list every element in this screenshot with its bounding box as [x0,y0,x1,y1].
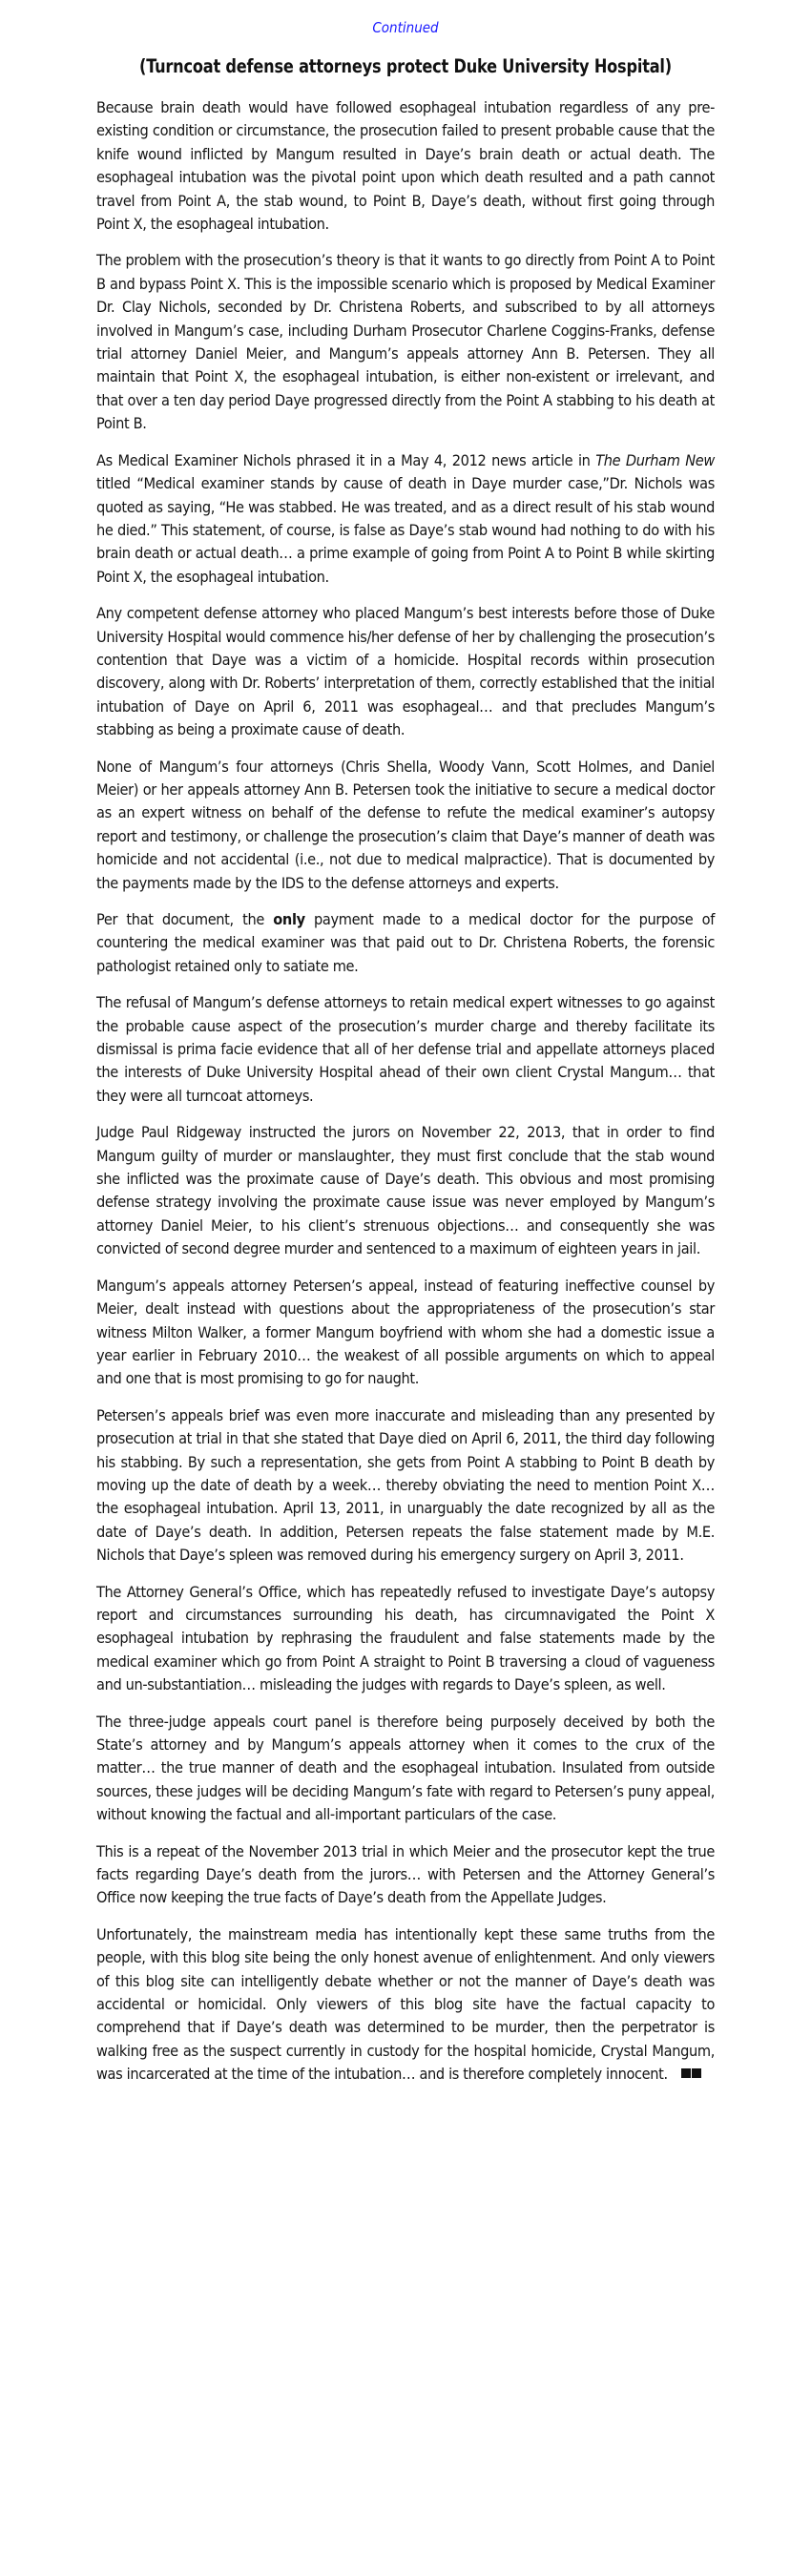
paragraph-2: The problem with the prosecution’s theory is that it wants to go directly from Point A to Point B and bypass Point X. This is the impossible scenario which is proposed by Medical Examiner Dr. Clay Nichols, seconded by Dr. Christena Roberts, and subscribed to by all attorneys involved in Mangum’s case, including Durham Prosecutor Charlene Coggins-Franks, defense trial attorney Daniel Meier, and Mangum’s appeals attorney Ann B. Petersen. They all maintain that Point X, the esophageal intubation, is either non-existent or irrelevant, and that over a ten day period Daye progressed directly from the Point A stabbing to his death at Point B. [96,251,715,433]
article-body [96,96,715,2100]
paragraph-4: Any competent defense attorney who placed Mangum’s best interests before those of Duke University Hospital would commence his/her defense of her by challenging the prosecution’s contention that Daye was a victim of a homicide. Hospital records within prosecution discovery, along with Dr. Roberts’ interpretation of them, correctly established that the initial intubation of Daye on April 6, 2011 was esophageal… and that precludes Mangum’s stabbing as being a proximate cause of death. [96,604,715,739]
paragraph-3-rest: titled “Medical examiner stands by cause of death in Daye murder case,”Dr. Nichols was quoted as saying, “He was stabbed. He was treated, and as a direct result of his stab wound he died.” This statement, of course, is false as Daye’s stab wound had nothing to do with his brain death or actual death… a prime example of going from Point A to Point B while skirting Point X, the esophageal intubation. [96,474,715,586]
paragraph-11: The Attorney General’s Office, which has repeatedly refused to investigate Daye’s autopsy report and circumstances surrounding his death, has circumnavigated the Point X esophageal intubation by rephrasing the fraudulent and false statements made by the medical examiner which go from Point A straight to Point B traversing a cloud of vagueness and un-substantiation… misleading the judges with regards to Daye’s spleen, as well. [96,1582,715,1694]
paragraph-6-rest: payment made to a medical doctor for the purpose of countering the medical examiner was that paid out to Dr. Christena Roberts, the forensic pathologist retained only to satiate me. [96,910,715,975]
paragraph-1: Because brain death would have followed esophageal intubation regardless of any pre-existing condition or circumstance, the prosecution failed to present probable cause that the knife wound inflicted by Mangum resulted in Daye’s brain death or actual death. The esophageal intubation was the pivotal point upon which death resulted and a path cannot travel from Point A, the stab wound, to Point B, Daye’s death, without first going through Point X, the esophageal intubation. [96,98,715,234]
paragraph-6-intro: Per that document, the [96,910,274,928]
continued-label: Continued [372,19,439,36]
paragraph-7: The refusal of Mangum’s defense attorneys to retain medical expert witnesses to go against the probable cause aspect of the prosecution’s murder charge and thereby facilitate its dismissal is prima facie evidence that all of her defense trial and appellate attorneys placed the interests of Duke University Hospital ahead of their own client Crystal Mangum… that they were all turncoat attorneys. [96,993,715,1105]
paragraph-6 [96,908,715,978]
paragraph-14-text: Unfortunately, the mainstream media has intentionally kept these same truths from the people, with this blog site being the only honest avenue of enlightenment. And only viewers of this blog site can intelligently debate whether or not the manner of Daye’s death was accidental or homicidal. Only viewers of this blog site have the factual capacity to comprehend that if Daye’s death was determined to be murder, then the perpetrator is walking free as the suspect currently in custody for the hospital homicide, Crystal Mangum, was incarcerated at the time of the intubation… and is therefore completely innocent. [96,1924,715,2084]
paragraph-5: None of Mangum’s four attorneys (Chris Shella, Woody Vann, Scott Holmes, and Daniel Meier) or her appeals attorney Ann B. Petersen took the initiative to secure a medical doctor as an expert witness on behalf of the defense to refute the medical examiner’s autopsy report and testimony, or challenge the prosecution’s claim that Daye’s manner of death was homicide and not accidental (i.e., not due to medical malpractice). That is documented by the payments made by the IDS to the defense attorneys and experts. [96,757,715,892]
paragraph-12: The three-judge appeals court panel is therefore being purposely deceived by both the State’s attorney and by Mangum’s appeals attorney when it comes to the crux of the matter… the true manner of death and the esophageal intubation. Insulated from outside sources, these judges will be deciding Mangum’s fate with regard to Petersen’s puny appeal, without knowing the factual and all-important particulars of the case. [96,1712,715,1824]
paragraph-14 [96,1923,715,2087]
publication-name: The Durham New [595,450,715,469]
emphasis-only: only [273,910,305,928]
end-of-article-squares-icon [681,2063,702,2086]
paragraph-13: This is a repeat of the November 2013 trial in which Meier and the prosecutor kept the true facts regarding Daye’s death from the jurors… with Petersen and the Attorney General’s Office now keeping the true facts of Daye’s death from the Appellate Judges. [96,1841,715,1907]
paragraph-10: Petersen’s appeals brief was even more inaccurate and misleading than any presented by prosecution at trial in that she stated that Daye died on April 6, 2011, the third day following his stabbing. By such a representation, she gets from Point A stabbing to Point B death by moving up the date of death by a week… thereby obviating the need to mention Point X… the esophageal intubation. April 13, 2011, in unarguably the date recognized by all as the date of Daye’s death. In addition, Petersen repeats the false statement made by M.E. Nichols that Daye’s spleen was removed during his emergency surgery on April 3, 2011. [96,1405,715,1565]
paragraph-3 [96,449,715,589]
paragraph-3-intro: As Medical Examiner Nichols phrased it in a May 4, 2012 news article in [96,450,596,469]
paragraph-8: Judge Paul Ridgeway instructed the jurors on November 22, 2013, that in order to find Mangum guilty of murder or manslaughter, they must first conclude that the stab wound she inflicted was the proximate cause of Daye’s death. This obvious and most promising defense strategy involving the proximate cause issue was never employed by Mangum’s attorney Daniel Meier, to his client’s strenuous objections… and consequently she was convicted of second degree murder and sentenced to a maximum of eighteen years in jail. [96,1123,715,1258]
article-title: (Turncoat defense attorneys protect Duke University Hospital) [139,55,672,77]
paragraph-9: Mangum’s appeals attorney Petersen’s appeal, instead of featuring ineffective counsel by Meier, dealt instead with questions about the appropriateness of the prosecution’s star witness Milton Walker, a former Mangum boyfriend with whom she had a domestic issue a year earlier in February 2010… the weakest of all possible arguments on which to appeal and one that is most promising to go for naught. [96,1276,715,1388]
